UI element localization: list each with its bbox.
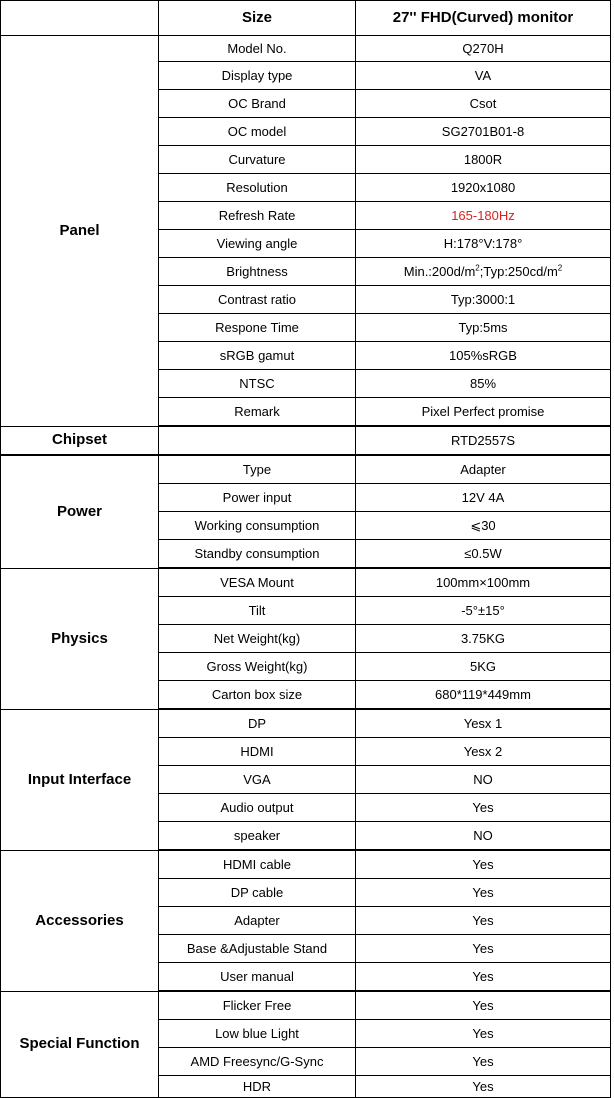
spec-label-cell: AMD Freesync/G-Sync	[159, 1048, 356, 1076]
spec-label-cell: Power input	[159, 484, 356, 512]
spec-value-cell: Yes	[356, 1076, 611, 1098]
spec-label-cell: Refresh Rate	[159, 202, 356, 230]
spec-value-cell: 85%	[356, 370, 611, 398]
section-label-power: Power	[1, 455, 159, 568]
spec-label-cell: Model No.	[159, 36, 356, 62]
spec-label-cell: DP	[159, 709, 356, 738]
table-row	[1, 709, 611, 738]
spec-value-cell: Yes	[356, 1020, 611, 1048]
header-model-title: 27'' FHD(Curved) monitor	[356, 1, 611, 36]
spec-label-cell: Carton box size	[159, 681, 356, 710]
spec-label-cell: HDMI	[159, 738, 356, 766]
spec-label-cell: Respone Time	[159, 314, 356, 342]
spec-label-cell: Curvature	[159, 146, 356, 174]
spec-label-cell: Type	[159, 455, 356, 484]
spec-label-cell: Brightness	[159, 258, 356, 286]
table-row	[1, 36, 611, 62]
spec-label-cell: HDR	[159, 1076, 356, 1098]
spec-value-cell: RTD2557S	[356, 426, 611, 455]
section-label-chipset: Chipset	[1, 426, 159, 455]
section-label-physics: Physics	[1, 568, 159, 709]
spec-label-cell: Tilt	[159, 597, 356, 625]
spec-value-cell: H:178°V:178°	[356, 230, 611, 258]
spec-label-cell: Base &Adjustable Stand	[159, 935, 356, 963]
spec-value-cell: VA	[356, 62, 611, 90]
spec-label-cell: Standby consumption	[159, 540, 356, 569]
spec-label-cell: VGA	[159, 766, 356, 794]
spec-value-cell: Q270H	[356, 36, 611, 62]
spec-value-cell: Yes	[356, 991, 611, 1020]
spec-label-cell: Display type	[159, 62, 356, 90]
spec-label-cell: HDMI cable	[159, 850, 356, 879]
spec-value-cell: 680*119*449mm	[356, 681, 611, 710]
spec-value-cell: -5°±15°	[356, 597, 611, 625]
spec-value-cell: ⩽30	[356, 512, 611, 540]
spec-value-cell: Yesx 1	[356, 709, 611, 738]
header-blank-cell	[1, 1, 159, 36]
spec-label-cell: Net Weight(kg)	[159, 625, 356, 653]
spec-table-body	[1, 1, 611, 1098]
table-row	[1, 455, 611, 484]
spec-label-cell: Low blue Light	[159, 1020, 356, 1048]
section-label-accessories: Accessories	[1, 850, 159, 991]
spec-label-cell: VESA Mount	[159, 568, 356, 597]
spec-value-cell: Csot	[356, 90, 611, 118]
spec-value-cell: ≤0.5W	[356, 540, 611, 569]
table-header-row	[1, 1, 611, 36]
spec-value-cell: Yes	[356, 935, 611, 963]
header-size-label: Size	[159, 1, 356, 36]
spec-label-cell: Contrast ratio	[159, 286, 356, 314]
table-row	[1, 850, 611, 879]
spec-label-cell: OC model	[159, 118, 356, 146]
spec-value-cell: 12V 4A	[356, 484, 611, 512]
spec-value-cell: Yesx 2	[356, 738, 611, 766]
spec-label-cell: User manual	[159, 963, 356, 992]
spec-label-cell: Flicker Free	[159, 991, 356, 1020]
spec-value-cell: Yes	[356, 963, 611, 992]
spec-value-cell: Yes	[356, 794, 611, 822]
section-label-input-interface: Input Interface	[1, 709, 159, 850]
spec-value-cell: Adapter	[356, 455, 611, 484]
spec-label-cell: Resolution	[159, 174, 356, 202]
spec-label-cell: Adapter	[159, 907, 356, 935]
spec-value-cell: 100mm×100mm	[356, 568, 611, 597]
spec-label-cell: Audio output	[159, 794, 356, 822]
table-row	[1, 568, 611, 597]
spec-value-cell: $Min.:200d/m^2;Typ:250cd/m^2$	[356, 258, 611, 286]
spec-value-cell: NO	[356, 766, 611, 794]
spec-value-cell: 1920x1080	[356, 174, 611, 202]
spec-value-cell: Yes	[356, 907, 611, 935]
spec-value-cell: NO	[356, 822, 611, 851]
spec-value-cell: Yes	[356, 850, 611, 879]
spec-label-cell: Working consumption	[159, 512, 356, 540]
table-row	[1, 991, 611, 1020]
spec-value-cell: 105%sRGB	[356, 342, 611, 370]
section-label-panel: Panel	[1, 36, 159, 427]
spec-value-cell: Typ:5ms	[356, 314, 611, 342]
spec-value-cell: Typ:3000:1	[356, 286, 611, 314]
spec-label-cell	[159, 426, 356, 455]
spec-label-cell: OC Brand	[159, 90, 356, 118]
spec-value-cell: 165-180Hz	[356, 202, 611, 230]
spec-label-cell: DP cable	[159, 879, 356, 907]
spec-value-cell: 5KG	[356, 653, 611, 681]
spec-label-cell: Remark	[159, 398, 356, 427]
table-row	[1, 426, 611, 455]
spec-value-cell: Pixel Perfect promise	[356, 398, 611, 427]
spec-value-cell: Yes	[356, 879, 611, 907]
spec-value-cell: 3.75KG	[356, 625, 611, 653]
spec-value-cell: Yes	[356, 1048, 611, 1076]
spec-label-cell: Gross Weight(kg)	[159, 653, 356, 681]
spec-label-cell: Viewing angle	[159, 230, 356, 258]
section-label-special-function: Special Function	[1, 991, 159, 1098]
spec-label-cell: speaker	[159, 822, 356, 851]
spec-label-cell: NTSC	[159, 370, 356, 398]
spec-label-cell: sRGB gamut	[159, 342, 356, 370]
spec-value-cell: 1800R	[356, 146, 611, 174]
spec-value-cell: SG2701B01-8	[356, 118, 611, 146]
